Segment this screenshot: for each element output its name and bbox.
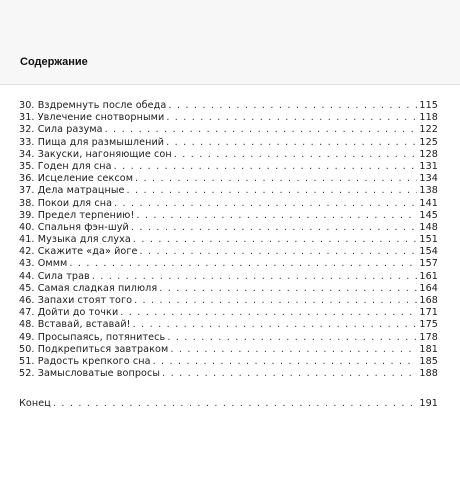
toc-entry-title: 39. Предел терпению! bbox=[19, 209, 135, 221]
dot-leader bbox=[153, 356, 418, 368]
toc-entry-title: 38. Покои для сна bbox=[19, 197, 113, 209]
toc-entry-page: 141 bbox=[419, 197, 438, 209]
toc-entry[interactable] bbox=[19, 124, 438, 136]
toc-entry-title: 44. Сила трав bbox=[19, 270, 90, 282]
toc-entry-page: 131 bbox=[419, 160, 438, 172]
dot-leader bbox=[131, 222, 418, 234]
toc-entry-page: 164 bbox=[419, 282, 438, 294]
dot-leader bbox=[114, 161, 418, 173]
dot-leader bbox=[127, 185, 418, 197]
toc-entry-title: 51. Радость крепкого сна bbox=[19, 355, 151, 367]
dot-leader bbox=[174, 149, 418, 161]
toc-entry-title: 46. Запахи стоят того bbox=[19, 295, 133, 306]
toc-entry-page: 161 bbox=[419, 270, 438, 282]
toc-entry-page: 151 bbox=[419, 234, 438, 246]
toc-entry[interactable] bbox=[19, 173, 438, 185]
toc-entry-title: 31. Увлечение снотворными bbox=[19, 112, 165, 124]
toc-entry-title: 40. Спальня фэн-шуй bbox=[19, 221, 129, 233]
toc-entry-page: 148 bbox=[419, 221, 438, 233]
dot-leader bbox=[135, 173, 417, 185]
dot-leader bbox=[69, 258, 417, 270]
dot-leader bbox=[133, 234, 417, 246]
toc-entry[interactable] bbox=[19, 198, 438, 210]
dot-leader bbox=[134, 295, 417, 307]
dot-leader bbox=[120, 307, 417, 319]
toc-entry-title: 45. Самая сладкая пилюля bbox=[19, 282, 158, 294]
toc-entry[interactable] bbox=[19, 234, 438, 246]
toc-entry-title: 43. Оммм bbox=[19, 258, 68, 270]
toc-entry-title: 52. Замысловатые вопросы bbox=[19, 368, 161, 380]
toc-entry-page: 145 bbox=[419, 209, 438, 221]
toc-entry[interactable] bbox=[19, 368, 438, 380]
toc-entry-title: 33. Пища для размышлений bbox=[19, 136, 165, 148]
toc-entry-page: 125 bbox=[419, 136, 438, 148]
toc-entry-title: 35. Годен для сна bbox=[19, 160, 112, 172]
dot-leader bbox=[92, 271, 418, 283]
toc-entry-title: 50. Подкрепиться завтраком bbox=[19, 343, 169, 355]
dot-leader bbox=[166, 112, 417, 124]
dot-leader bbox=[133, 319, 418, 331]
toc-entry-page: 134 bbox=[419, 173, 438, 185]
toc-entry-page: 188 bbox=[419, 368, 438, 380]
toc-entry[interactable] bbox=[19, 161, 438, 173]
toc-entry-title: 30. Вздремнуть после обеда bbox=[19, 100, 167, 111]
toc-entry[interactable] bbox=[19, 149, 438, 161]
toc-entry[interactable] bbox=[19, 271, 438, 283]
toc-entry-title: 47. Дойти до точки bbox=[19, 307, 119, 319]
toc-entry-title: Конец bbox=[19, 398, 51, 410]
toc-entry-title: 49. Просыпаясь, потянитесь bbox=[19, 331, 166, 343]
toc-entry-page: 154 bbox=[419, 246, 438, 258]
toc-entry[interactable] bbox=[19, 356, 438, 368]
dot-leader bbox=[136, 210, 417, 222]
toc-entry-title: 36. Исцеление сексом bbox=[19, 173, 134, 185]
toc-entry-page: 181 bbox=[419, 343, 438, 355]
toc-entry[interactable] bbox=[19, 307, 438, 319]
toc-entry[interactable] bbox=[19, 258, 438, 270]
toc-entry-title: 32. Сила разума bbox=[19, 124, 103, 136]
toc-entry-page: 138 bbox=[419, 185, 438, 197]
page-title: Содержание bbox=[20, 56, 88, 68]
toc-entry[interactable] bbox=[19, 319, 438, 331]
toc-entry-title: 34. Закуски, нагоняющие сон bbox=[19, 148, 172, 160]
toc-entry-end[interactable] bbox=[19, 398, 438, 410]
toc-entry-page: 128 bbox=[419, 148, 438, 160]
toc-entry-page: 157 bbox=[419, 258, 438, 270]
toc-entry-title: 42. Скажите «да» йоге bbox=[19, 246, 138, 258]
toc-entry[interactable] bbox=[19, 332, 438, 344]
toc-entry-page: 171 bbox=[419, 307, 438, 319]
dot-leader bbox=[159, 283, 417, 295]
dot-leader bbox=[168, 100, 417, 112]
table-of-contents bbox=[19, 100, 438, 411]
toc-entry-page: 122 bbox=[419, 124, 438, 136]
toc-entry-page: 191 bbox=[419, 398, 438, 410]
toc-entry[interactable] bbox=[19, 222, 438, 234]
toc-entry[interactable] bbox=[19, 344, 438, 356]
toc-entry[interactable] bbox=[19, 137, 438, 149]
dot-leader bbox=[140, 246, 418, 258]
toc-entry-title: 37. Дела матрацные bbox=[19, 185, 125, 197]
dot-leader bbox=[167, 332, 417, 344]
toc-entry-page: 115 bbox=[419, 100, 438, 111]
dot-leader bbox=[166, 137, 417, 149]
toc-entry-title: 48. Вставай, вставай! bbox=[19, 319, 131, 331]
toc-entry[interactable] bbox=[19, 100, 438, 112]
toc-entry[interactable] bbox=[19, 295, 438, 307]
dot-leader bbox=[53, 398, 417, 410]
toc-entry[interactable] bbox=[19, 210, 438, 222]
toc-entry-page: 178 bbox=[419, 331, 438, 343]
dot-leader bbox=[105, 124, 418, 136]
page-header bbox=[0, 0, 460, 84]
dot-leader bbox=[170, 344, 417, 356]
toc-entry-title: 41. Музыка для слуха bbox=[19, 234, 131, 246]
toc-entry[interactable] bbox=[19, 185, 438, 197]
toc-entry-page: 185 bbox=[419, 355, 438, 367]
toc-entry[interactable] bbox=[19, 112, 438, 124]
dot-leader bbox=[162, 368, 417, 380]
toc-entry[interactable] bbox=[19, 246, 438, 258]
dot-leader bbox=[114, 198, 417, 210]
toc-entry-page: 118 bbox=[419, 112, 438, 124]
toc-entry-page: 168 bbox=[419, 295, 438, 306]
toc-entry-page: 175 bbox=[419, 319, 438, 331]
toc-entry[interactable] bbox=[19, 283, 438, 295]
